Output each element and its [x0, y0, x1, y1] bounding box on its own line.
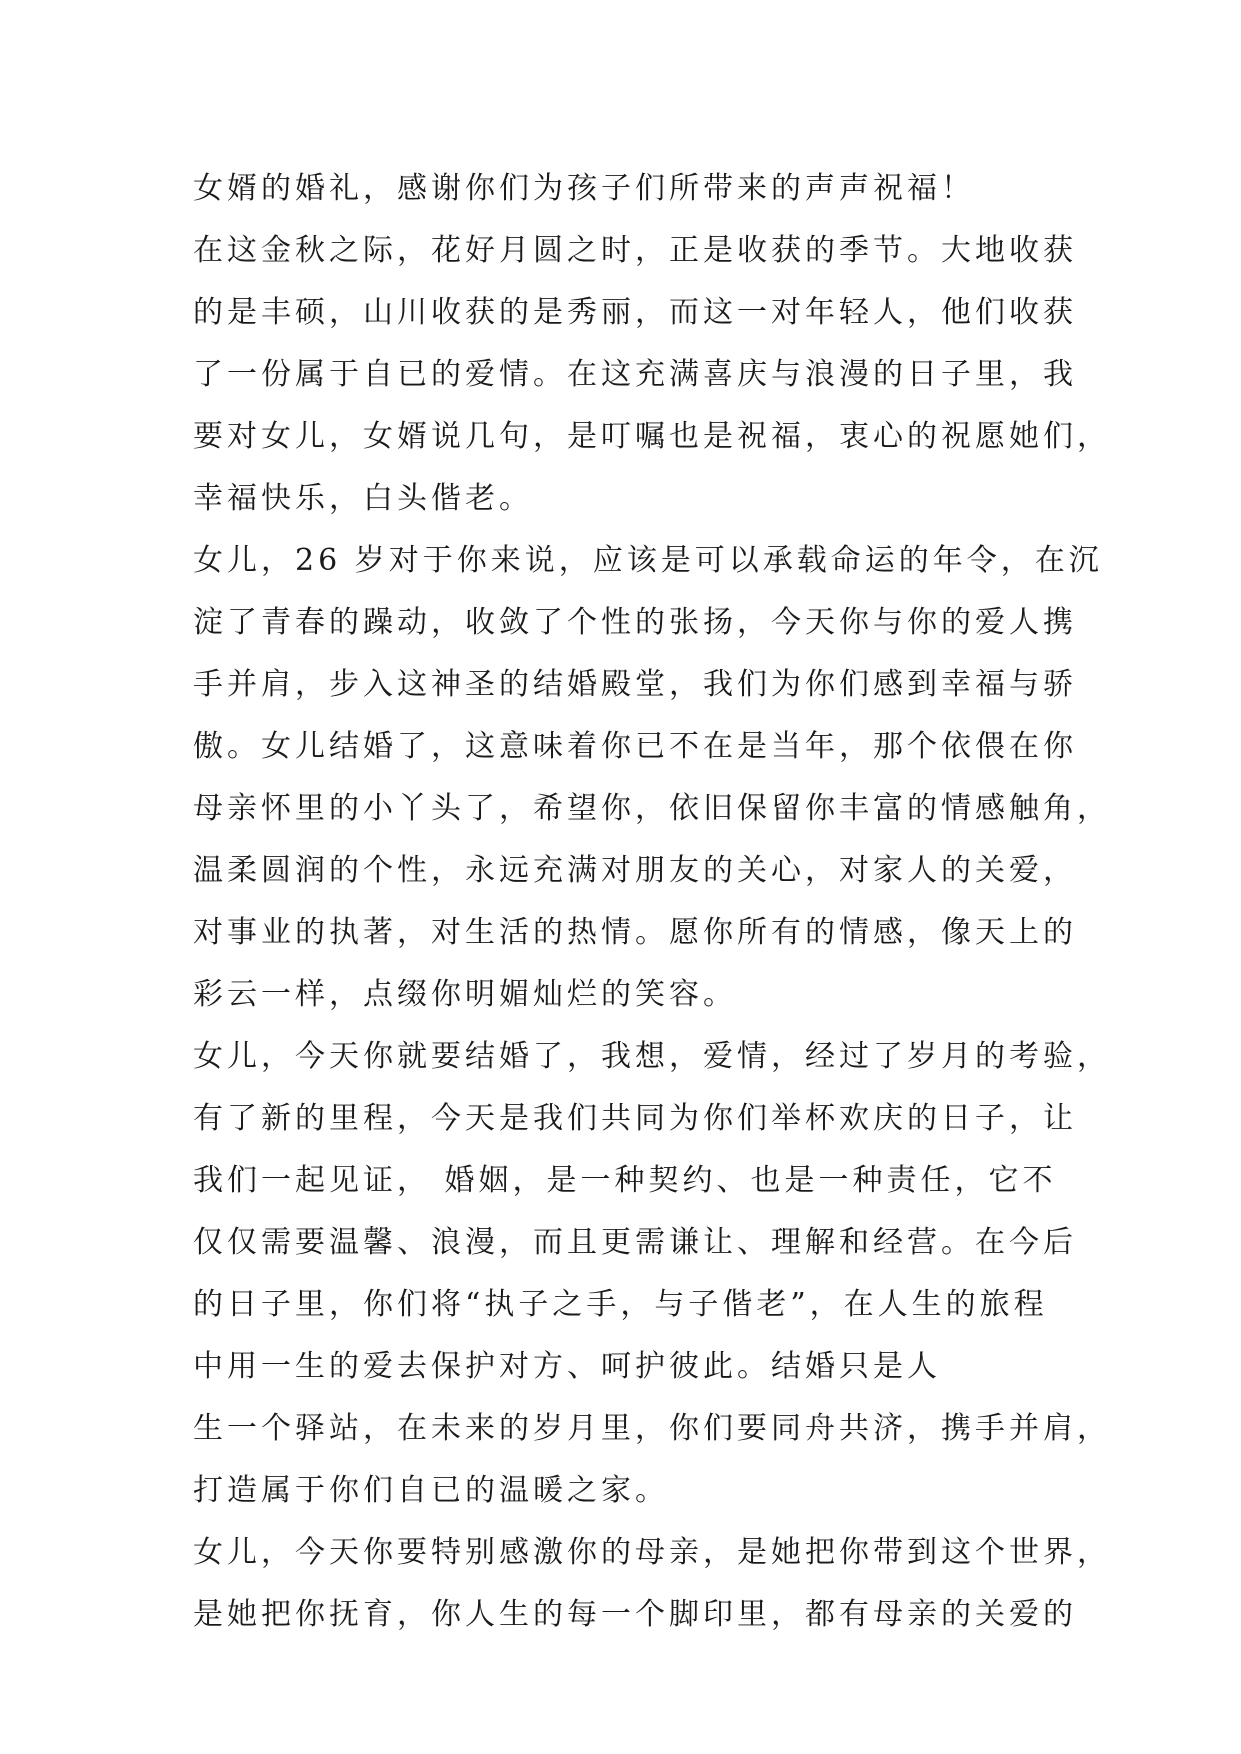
text-line: 母亲怀里的小丫头了，希望你，依旧保留你丰富的情感触角，	[193, 791, 1111, 826]
text-line: 傲。女儿结婚了，这意味着你已不在是当年，那个依偎在你	[193, 729, 1077, 764]
text-line: 女儿，今天你就要结婚了，我想，爱情，经过了岁月的考验，	[193, 1039, 1111, 1074]
text-line: 的日子里，你们将“执子之手，与子偕老”，在人生的旅程	[193, 1287, 1048, 1322]
text-line: 了一份属于自已的爱情。在这充满喜庆与浪漫的日子里，我	[193, 357, 1077, 392]
text-line: 在这金秋之际，花好月圆之时，正是收获的季节。大地收获	[193, 233, 1077, 268]
text-line: 淀了青春的躁动，收敛了个性的张扬，今天你与你的爱人携	[193, 605, 1077, 640]
text-line: 有了新的里程，今天是我们共同为你们举杯欢庆的日子，让	[193, 1101, 1077, 1136]
text-line: 我们一起见证， 婚姻，是一种契约、也是一种责任，它不	[193, 1163, 1057, 1198]
text-line: 是她把你抚育，你人生的每一个脚印里，都有母亲的关爱的	[193, 1597, 1077, 1632]
text-line: 手并肩，步入这神圣的结婚殿堂，我们为你们感到幸福与骄	[193, 667, 1077, 702]
text-line: 打造属于你们自已的温暖之家。	[193, 1473, 669, 1508]
text-line: 仅仅需要温馨、浪漫，而且更需谦让、理解和经营。在今后	[193, 1225, 1077, 1260]
text-line: 彩云一样，点缀你明媚灿烂的笑容。	[193, 977, 737, 1012]
text-line: 生一个驿站，在未来的岁月里，你们要同舟共济，携手并肩，	[193, 1411, 1111, 1446]
text-line: 对事业的执著，对生活的热情。愿你所有的情感，像天上的	[193, 915, 1077, 950]
text-line: 女儿，26 岁对于你来说，应该是可以承载命运的年令，在沉	[193, 543, 1103, 578]
document-body	[193, 158, 1111, 1646]
text-line: 女婿的婚礼，感谢你们为孩子们所带来的声声祝福！	[193, 171, 975, 206]
text-line: 幸福快乐，白头偕老。	[193, 481, 533, 516]
text-line: 温柔圆润的个性，永远充满对朋友的关心，对家人的关爱，	[193, 853, 1077, 888]
text-line: 的是丰硕，山川收获的是秀丽，而这一对年轻人，他们收获	[193, 295, 1077, 330]
text-line: 要对女儿，女婿说几句，是叮嘱也是祝福，衷心的祝愿她们，	[193, 419, 1111, 454]
text-line: 女儿，今天你要特别感激你的母亲，是她把你带到这个世界，	[193, 1535, 1111, 1570]
text-line: 中用一生的爱去保护对方、呵护彼此。结婚只是人	[193, 1349, 941, 1384]
